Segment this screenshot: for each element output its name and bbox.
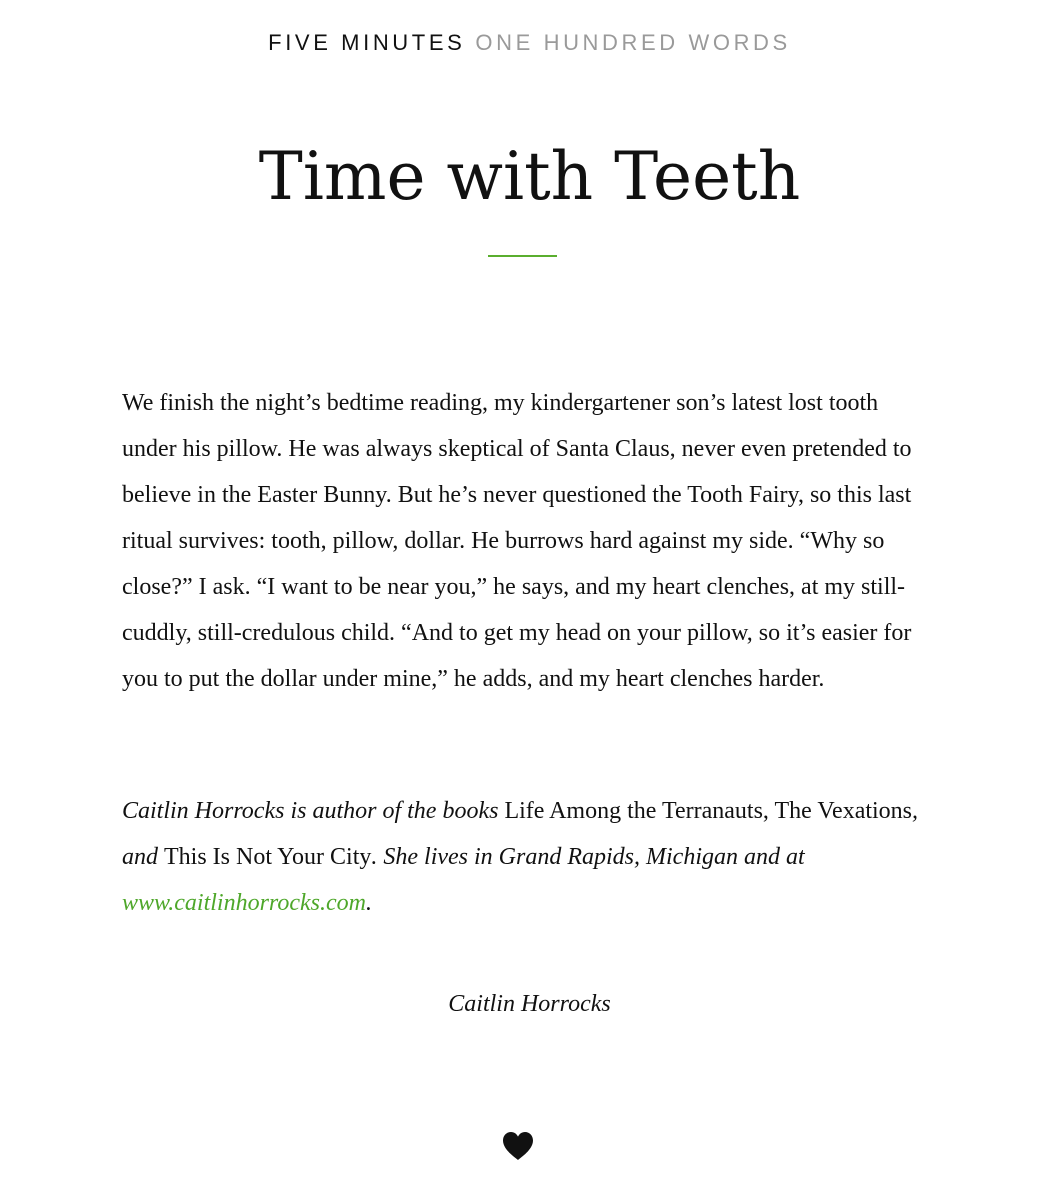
heart-icon[interactable] — [501, 1130, 535, 1162]
title-divider — [488, 255, 557, 257]
site-header — [0, 30, 1059, 56]
story-body: We finish the night’s bedtime reading, my kindergartener son’s latest lost tooth under his pillow. He was always skeptical of Santa Claus, never even pretended to believe in the Easter Bunny. But he’s never questioned the Tooth Fairy, so this last ritual survives: tooth, pillow, dollar. He burrows hard against my side. “Why so close?” I ask. “I want to be near you,” he says, and my heart clenches, at my still-cuddly, still-credulous child. “And to get my head on your pillow, so it’s easier for you to put the dollar under mine,” he adds, and my heart clenches harder. — [122, 390, 912, 692]
bio-text-1: Caitlin Horrocks is author of the books — [122, 798, 505, 824]
bio-book-title-2: This Is Not Your City — [164, 844, 372, 870]
site-tagline[interactable]: ONE HUNDRED WORDS — [475, 30, 791, 55]
story-title: Time with Teeth — [258, 138, 801, 215]
site-name[interactable]: FIVE MINUTES — [268, 30, 466, 55]
bio-text-4: . — [365, 890, 372, 916]
bio-book-titles-1: Life Among the Terranauts, The Vexations — [504, 798, 913, 824]
author-website-link[interactable]: www.caitlinhorrocks.com — [122, 890, 366, 916]
author-byline: Caitlin Horrocks — [448, 991, 611, 1017]
bio-text-3: . She lives in Grand Rapids, Michigan and at — [371, 844, 805, 870]
bio-text-2: , and — [122, 798, 919, 870]
author-bio — [122, 788, 937, 926]
